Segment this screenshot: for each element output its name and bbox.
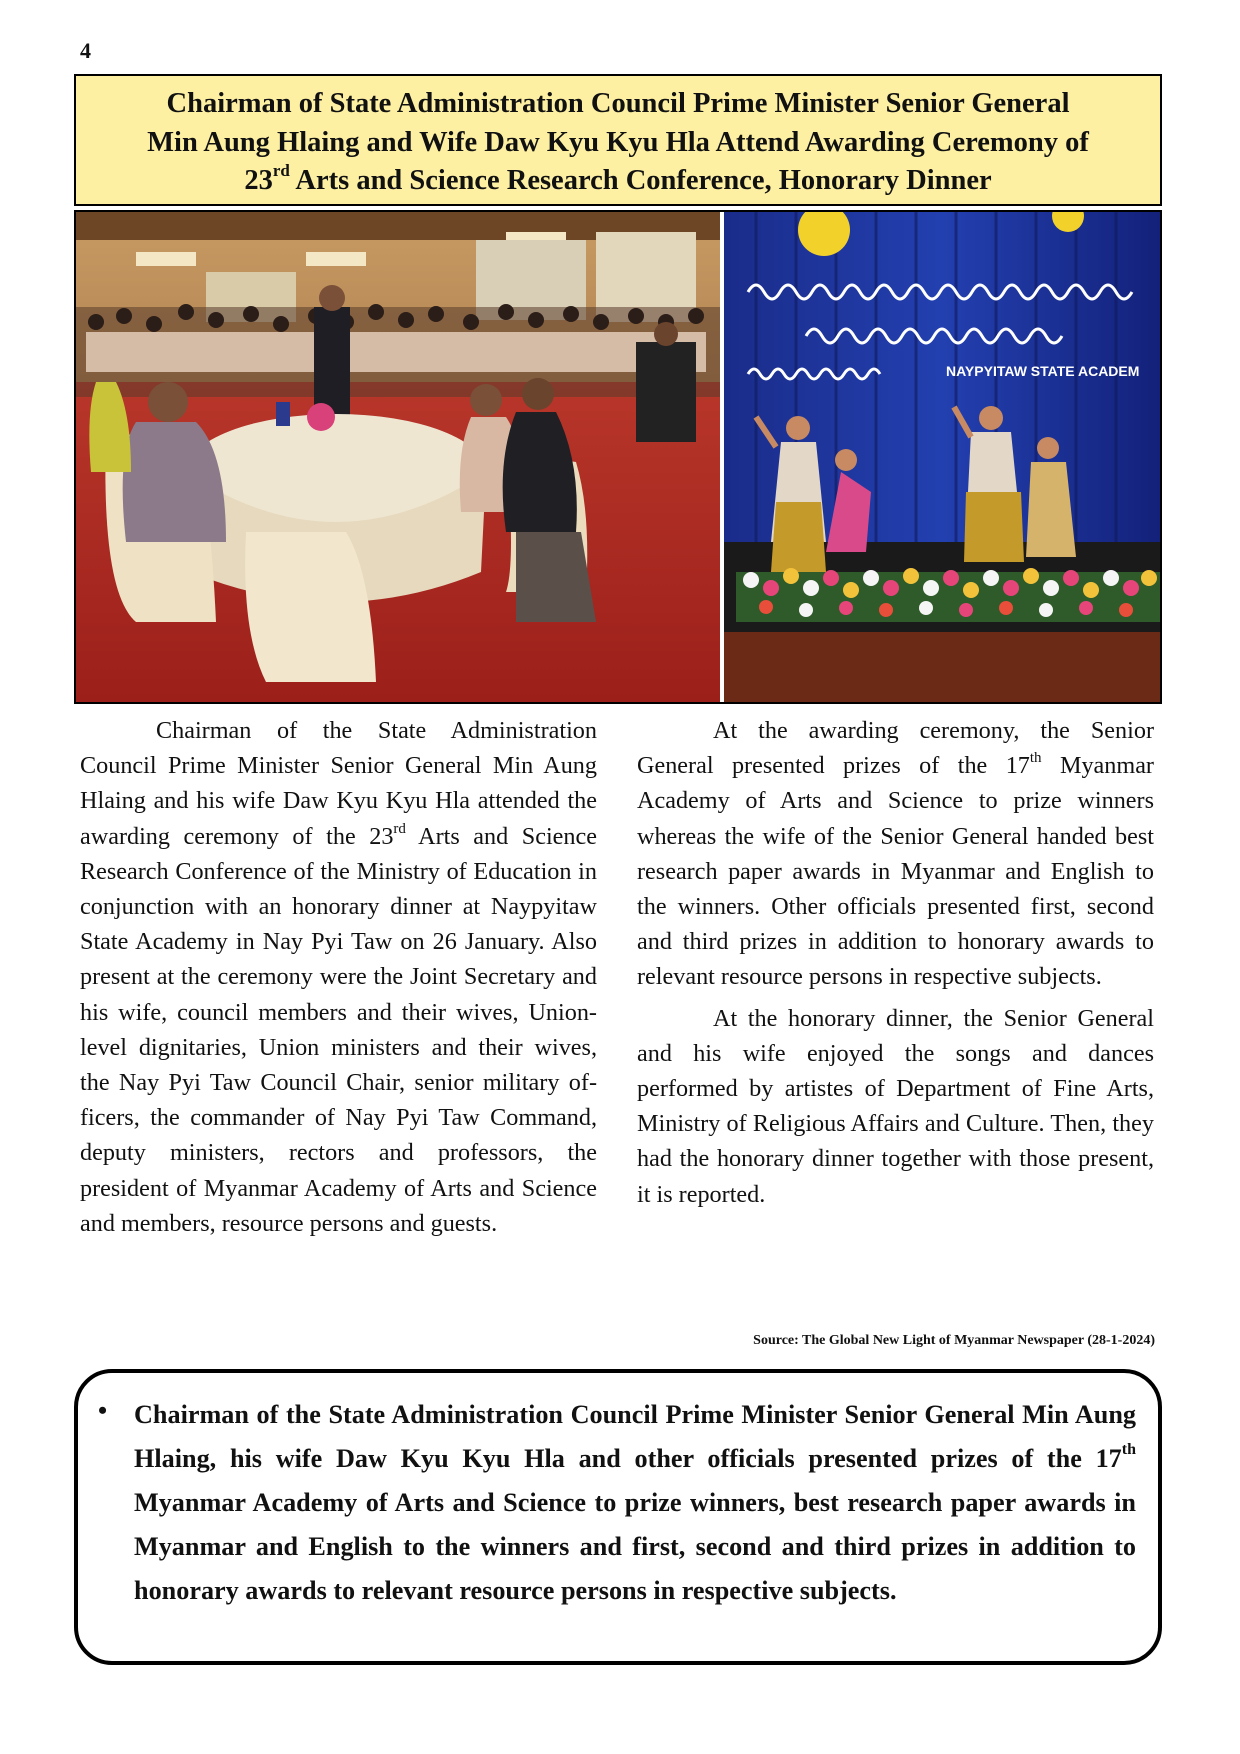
ordinal-number: 17 (1095, 1444, 1122, 1473)
dinner-hall-photo (76, 212, 720, 702)
ordinal-number: 23 (369, 822, 394, 850)
article-column-left (80, 713, 597, 1241)
article-title (74, 74, 1162, 206)
summary-box (74, 1369, 1162, 1665)
stage-dance-photo (724, 212, 1160, 702)
title-line-1: Chairman of State Administration Council Prime Minister Senior General (166, 88, 1070, 119)
title-line-2: Min Aung Hlaing and Wife Daw Kyu Kyu Hla Attend Awarding Ceremony of (147, 126, 1089, 158)
bullet-icon: • (98, 1396, 108, 1425)
article-column-right (637, 713, 1154, 1212)
ordinal-suffix: th (1121, 1441, 1136, 1459)
source-credit: Source: The Global New Light of Myanmar Newspaper (28-1-2024) (753, 1333, 1155, 1348)
article-paragraph: At the honorary dinner, the Senior General and his wife enjoyed the songs and dances performed by artistes of Department of Fine Arts, Ministry of Religious Affairs and Culture. Then, they had the honorary dinner together with those present, it is reported. (637, 1004, 1154, 1208)
title-line-3 (244, 160, 992, 196)
article-paragraph: At the awarding ceremony, the Senior General presented prizes of the 17th Myanmar Academy of Arts and Science to prize winners whereas the wife of the Senior General handed best research paper awards in Myanmar and English to the winners. Other officials presented first, second and third prizes in addition to honorary awards to relevant resource persons in respective subjects. (637, 717, 1154, 991)
banner-text: NAYPYITAW STATE ACADEM (946, 363, 1140, 379)
article-paragraph: Chairman of the State Administration Council Prime Minister Senior General Min Aung Hlaing and his wife Daw Kyu Kyu Hla attended the awarding ceremony of the 23rd Arts and Science Research Conference of the Ministry of Education in conjunction with an honorary dinner at Naypyitaw State Academy in Nay Pyi Taw on 26 January. Also present at the ceremony were the Joint Secretary and his wife, council members and their wives, Union-level dignitaries, Union ministers and their wives, the Nay Pyi Taw Council Chair, senior military officers, the commander of Nay Pyi Taw Command, deputy ministers, rectors and professors, the president of Myanmar Academy of Arts and Science and members, resource persons and guests. (80, 717, 597, 1237)
ordinal-suffix: th (1029, 750, 1042, 767)
photo-strip (74, 210, 1162, 704)
ordinal-suffix: rd (393, 820, 406, 837)
title-line-3-text: Arts and Science Research Conference, Honorary Dinner (289, 165, 992, 196)
summary-text: Chairman of the State Administration Council Prime Minister Senior General Min Aung Hlaing, his wife Daw Kyu Kyu Hla and other officials presented prizes of the 17th Myanmar Academy of Arts and Science to prize winners, best research paper awards in Myanmar and English to the winners and first, second and third prizes in addition to honorary awards to relevant resource persons in respective subjects. (134, 1400, 1136, 1605)
ordinal-number: 17 (1005, 752, 1030, 780)
title-ordinal-number: 23 (244, 165, 273, 196)
title-ordinal-suffix: rd (272, 160, 290, 180)
page-number: 4 (80, 38, 91, 63)
